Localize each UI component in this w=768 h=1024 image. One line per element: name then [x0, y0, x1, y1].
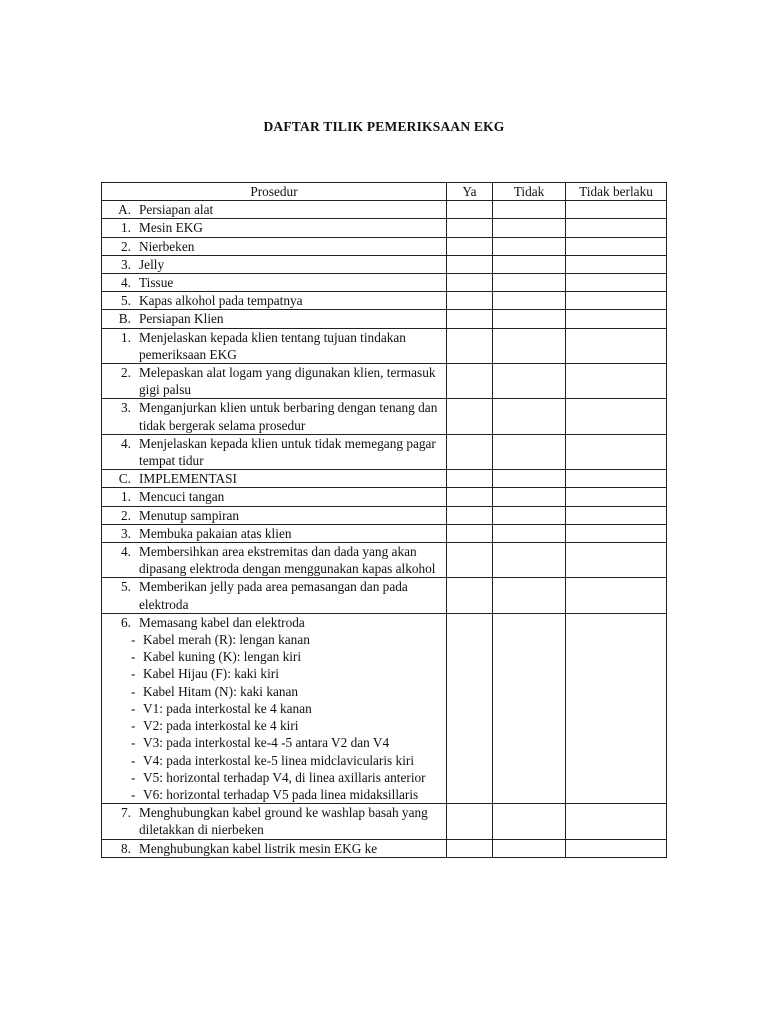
- procedure-cell: [102, 524, 447, 542]
- procedure-item: [106, 310, 442, 327]
- item-content: [139, 578, 442, 612]
- item-content: [139, 543, 442, 577]
- sub-item-text: Kabel Hitam (N): kaki kanan: [143, 683, 299, 699]
- header-prosedur: Prosedur: [102, 183, 447, 201]
- item-content: [139, 219, 442, 236]
- procedure-item: [106, 238, 442, 255]
- tidak-berlaku-cell-checkbox[interactable]: [566, 506, 667, 524]
- tidak-cell-checkbox[interactable]: [493, 292, 566, 310]
- item-text: Membersihkan area ekstremitas dan dada yang akan dipasang elektroda dengan menggunakan kapas alkohol: [139, 544, 436, 577]
- tidak-cell-checkbox[interactable]: [493, 364, 566, 399]
- tidak-cell-checkbox[interactable]: [493, 578, 566, 613]
- item-content: [139, 804, 442, 838]
- procedure-item: [106, 614, 442, 631]
- item-content: [139, 399, 442, 433]
- procedure-item: [106, 292, 442, 309]
- ya-cell-checkbox[interactable]: [447, 506, 493, 524]
- item-text: Persiapan Klien: [139, 311, 224, 327]
- item-text: Menghubungkan kabel listrik mesin EKG ke: [139, 840, 378, 856]
- item-number: 8.: [121, 840, 131, 856]
- item-content: [139, 292, 442, 309]
- table-row: [102, 804, 667, 839]
- header-ya: Ya: [447, 183, 493, 201]
- procedure-item: [106, 256, 442, 273]
- sub-item: [106, 648, 442, 665]
- sub-item-dash: -: [131, 649, 136, 665]
- procedure-cell: [102, 434, 447, 469]
- procedure-cell: [102, 274, 447, 292]
- sub-item-text: Kabel Hijau (F): kaki kiri: [143, 666, 279, 682]
- item-number: 5.: [121, 293, 131, 309]
- sub-item-dash: -: [131, 632, 136, 648]
- procedure-item: [106, 470, 442, 487]
- ya-cell-checkbox[interactable]: [447, 804, 493, 839]
- table-row: [102, 255, 667, 273]
- table-row: [102, 328, 667, 363]
- table-row: [102, 470, 667, 488]
- ya-cell-checkbox[interactable]: [447, 399, 493, 434]
- sub-item-dash: -: [131, 752, 136, 768]
- ya-cell-checkbox[interactable]: [447, 237, 493, 255]
- sub-item-text: V2: pada interkostal ke 4 kiri: [143, 718, 299, 734]
- table-header-row: [102, 183, 667, 201]
- item-content: [139, 329, 442, 363]
- tidak-cell-checkbox[interactable]: [493, 839, 566, 857]
- item-text: Memberikan jelly pada area pemasangan dan pada elektroda: [139, 579, 408, 612]
- tidak-cell-checkbox[interactable]: [493, 274, 566, 292]
- sub-item: [106, 769, 442, 786]
- ya-cell-checkbox[interactable]: [447, 488, 493, 506]
- item-content: [139, 470, 442, 487]
- tidak-cell-checkbox[interactable]: [493, 201, 566, 219]
- sub-item: [106, 752, 442, 769]
- sub-item-dash: -: [131, 700, 136, 716]
- procedure-cell: [102, 310, 447, 328]
- ya-cell-checkbox[interactable]: [447, 310, 493, 328]
- tidak-berlaku-cell-checkbox[interactable]: [566, 219, 667, 237]
- tidak-cell-checkbox[interactable]: [493, 524, 566, 542]
- procedure-item: [106, 840, 442, 857]
- checklist-body: [102, 201, 667, 858]
- item-number: 3.: [121, 400, 131, 416]
- procedure-cell: [102, 613, 447, 803]
- procedure-cell: [102, 470, 447, 488]
- tidak-cell-checkbox[interactable]: [493, 434, 566, 469]
- procedure-item: [106, 219, 442, 236]
- document-title: DAFTAR TILIK PEMERIKSAAN EKG: [263, 119, 505, 134]
- sub-item-dash: -: [131, 786, 136, 802]
- item-number: 2.: [121, 365, 131, 381]
- item-number: 1.: [121, 220, 131, 236]
- header-tidak: Tidak: [493, 183, 566, 201]
- tidak-berlaku-cell-checkbox[interactable]: [566, 364, 667, 399]
- item-number: 4.: [121, 435, 131, 451]
- procedure-item: [106, 543, 442, 577]
- item-content: [139, 201, 442, 218]
- tidak-berlaku-cell-checkbox[interactable]: [566, 613, 667, 803]
- item-content: [139, 840, 442, 857]
- table-row: [102, 292, 667, 310]
- tidak-berlaku-cell-checkbox[interactable]: [566, 255, 667, 273]
- table-row: [102, 506, 667, 524]
- item-number: 7.: [121, 805, 131, 821]
- item-text: Nierbeken: [139, 238, 195, 254]
- sub-item-text: V5: horizontal terhadap V4, di linea axillaris anterior: [143, 769, 426, 785]
- sub-item: [106, 631, 442, 648]
- item-text: IMPLEMENTASI: [139, 471, 237, 487]
- ya-cell-checkbox[interactable]: [447, 543, 493, 578]
- ya-cell-checkbox[interactable]: [447, 613, 493, 803]
- sub-item-text: V1: pada interkostal ke 4 kanan: [143, 700, 312, 716]
- item-number: A.: [118, 202, 131, 218]
- procedure-item: [106, 364, 442, 398]
- sub-item-dash: -: [131, 683, 136, 699]
- procedure-cell: [102, 506, 447, 524]
- tidak-cell-checkbox[interactable]: [493, 310, 566, 328]
- sub-item-text: V3: pada interkostal ke-4 -5 antara V2 dan V4: [143, 735, 390, 751]
- table-row: [102, 201, 667, 219]
- tidak-cell-checkbox[interactable]: [493, 237, 566, 255]
- ya-cell-checkbox[interactable]: [447, 524, 493, 542]
- procedure-cell: [102, 488, 447, 506]
- tidak-berlaku-cell-checkbox[interactable]: [566, 434, 667, 469]
- tidak-berlaku-cell-checkbox[interactable]: [566, 804, 667, 839]
- item-text: Melepaskan alat logam yang digunakan klien, termasuk gigi palsu: [139, 365, 436, 398]
- table-row: [102, 237, 667, 255]
- table-row: [102, 543, 667, 578]
- sub-item-text: V6: horizontal terhadap V5 pada linea midaksillaris: [143, 786, 419, 802]
- tidak-berlaku-cell-checkbox[interactable]: [566, 328, 667, 363]
- sub-item-text: Kabel merah (R): lengan kanan: [143, 632, 310, 648]
- procedure-item: [106, 525, 442, 542]
- ya-cell-checkbox[interactable]: [447, 470, 493, 488]
- procedure-cell: [102, 219, 447, 237]
- item-number: 2.: [121, 238, 131, 254]
- table-row: [102, 274, 667, 292]
- item-text: Menganjurkan klien untuk berbaring dengan tenang dan tidak bergerak selama prosedur: [139, 400, 438, 433]
- item-number: 1.: [121, 329, 131, 345]
- item-number: C.: [118, 471, 131, 487]
- item-text: Menghubungkan kabel ground ke washlap basah yang diletakkan di nierbeken: [139, 805, 428, 838]
- tidak-cell-checkbox[interactable]: [493, 255, 566, 273]
- ya-cell-checkbox[interactable]: [447, 328, 493, 363]
- item-number: 6.: [121, 614, 131, 630]
- tidak-cell-checkbox[interactable]: [493, 470, 566, 488]
- item-text: Memasang kabel dan elektroda: [139, 614, 305, 630]
- tidak-berlaku-cell-checkbox[interactable]: [566, 839, 667, 857]
- tidak-berlaku-cell-checkbox[interactable]: [566, 470, 667, 488]
- ya-cell-checkbox[interactable]: [447, 201, 493, 219]
- item-number: 1.: [121, 489, 131, 505]
- procedure-cell: [102, 328, 447, 363]
- tidak-cell-checkbox[interactable]: [493, 219, 566, 237]
- procedure-cell: [102, 364, 447, 399]
- table-row: [102, 310, 667, 328]
- sub-item-dash: -: [131, 735, 136, 751]
- sub-item: [106, 683, 442, 700]
- item-text: Menjelaskan kepada klien tentang tujuan tindakan pemeriksaan EKG: [139, 329, 406, 362]
- procedure-item: [106, 804, 442, 838]
- sub-item-dash: -: [131, 718, 136, 734]
- table-row: [102, 399, 667, 434]
- item-content: [139, 364, 442, 398]
- header-tidak-berlaku: Tidak berlaku: [566, 183, 667, 201]
- item-number: B.: [118, 311, 131, 327]
- item-content: [139, 274, 442, 291]
- item-text: Persiapan alat: [139, 202, 214, 218]
- item-content: [139, 310, 442, 327]
- tidak-cell-checkbox[interactable]: [493, 543, 566, 578]
- item-number: 4.: [121, 275, 131, 291]
- ya-cell-checkbox[interactable]: [447, 364, 493, 399]
- table-row: [102, 219, 667, 237]
- item-text: Mesin EKG: [139, 220, 203, 236]
- table-row: [102, 839, 667, 857]
- ya-cell-checkbox[interactable]: [447, 292, 493, 310]
- sub-item: [106, 734, 442, 751]
- item-content: [139, 525, 442, 542]
- item-content: [139, 488, 442, 505]
- sub-item-dash: -: [131, 769, 136, 785]
- ya-cell-checkbox[interactable]: [447, 255, 493, 273]
- item-content: [139, 507, 442, 524]
- tidak-cell-checkbox[interactable]: [493, 488, 566, 506]
- sub-item: [106, 786, 442, 803]
- tidak-cell-checkbox[interactable]: [493, 506, 566, 524]
- procedure-item: [106, 435, 442, 469]
- tidak-cell-checkbox[interactable]: [493, 804, 566, 839]
- sub-item-text: Kabel kuning (K): lengan kiri: [143, 649, 302, 665]
- ya-cell-checkbox[interactable]: [447, 578, 493, 613]
- item-content: [139, 614, 442, 631]
- procedure-cell: [102, 578, 447, 613]
- item-number: 2.: [121, 507, 131, 523]
- table-row: [102, 488, 667, 506]
- checklist-table: [101, 182, 667, 858]
- sub-item: [106, 665, 442, 682]
- tidak-berlaku-cell-checkbox[interactable]: [566, 399, 667, 434]
- procedure-item: [106, 274, 442, 291]
- sub-item-dash: -: [131, 666, 136, 682]
- item-number: 5.: [121, 579, 131, 595]
- ya-cell-checkbox[interactable]: [447, 219, 493, 237]
- tidak-berlaku-cell-checkbox[interactable]: [566, 524, 667, 542]
- item-text: Tissue: [139, 275, 174, 291]
- procedure-item: [106, 578, 442, 612]
- sub-item: [106, 717, 442, 734]
- item-text: Jelly: [139, 256, 165, 272]
- procedure-item: [106, 488, 442, 505]
- tidak-berlaku-cell-checkbox[interactable]: [566, 578, 667, 613]
- procedure-cell: [102, 292, 447, 310]
- procedure-cell: [102, 804, 447, 839]
- procedure-cell: [102, 237, 447, 255]
- tidak-berlaku-cell-checkbox[interactable]: [566, 201, 667, 219]
- sub-item: [106, 700, 442, 717]
- tidak-cell-checkbox[interactable]: [493, 613, 566, 803]
- item-content: [139, 435, 442, 469]
- procedure-item: [106, 399, 442, 433]
- item-number: 4.: [121, 544, 131, 560]
- procedure-item: [106, 329, 442, 363]
- table-row: [102, 524, 667, 542]
- table-row: [102, 578, 667, 613]
- item-number: 3.: [121, 525, 131, 541]
- procedure-cell: [102, 543, 447, 578]
- ya-cell-checkbox[interactable]: [447, 274, 493, 292]
- item-number: 3.: [121, 256, 131, 272]
- tidak-berlaku-cell-checkbox[interactable]: [566, 310, 667, 328]
- tidak-berlaku-cell-checkbox[interactable]: [566, 488, 667, 506]
- ya-cell-checkbox[interactable]: [447, 434, 493, 469]
- ya-cell-checkbox[interactable]: [447, 839, 493, 857]
- procedure-cell: [102, 839, 447, 857]
- tidak-berlaku-cell-checkbox[interactable]: [566, 237, 667, 255]
- sub-item-text: V4: pada interkostal ke-5 linea midclavicularis kiri: [143, 752, 415, 768]
- table-row: [102, 613, 667, 803]
- procedure-cell: [102, 399, 447, 434]
- procedure-cell: [102, 255, 447, 273]
- item-text: Kapas alkohol pada tempatnya: [139, 293, 303, 309]
- item-text: Membuka pakaian atas klien: [139, 525, 292, 541]
- procedure-item: [106, 507, 442, 524]
- procedure-item: [106, 201, 442, 218]
- tidak-berlaku-cell-checkbox[interactable]: [566, 274, 667, 292]
- tidak-berlaku-cell-checkbox[interactable]: [566, 292, 667, 310]
- table-row: [102, 434, 667, 469]
- table-row: [102, 364, 667, 399]
- item-text: Mencuci tangan: [139, 489, 225, 505]
- tidak-cell-checkbox[interactable]: [493, 328, 566, 363]
- item-content: [139, 238, 442, 255]
- procedure-cell: [102, 201, 447, 219]
- item-text: Menjelaskan kepada klien untuk tidak memegang pagar tempat tidur: [139, 435, 436, 469]
- item-text: Menutup sampiran: [139, 507, 240, 523]
- tidak-cell-checkbox[interactable]: [493, 399, 566, 434]
- item-content: [139, 256, 442, 273]
- tidak-berlaku-cell-checkbox[interactable]: [566, 543, 667, 578]
